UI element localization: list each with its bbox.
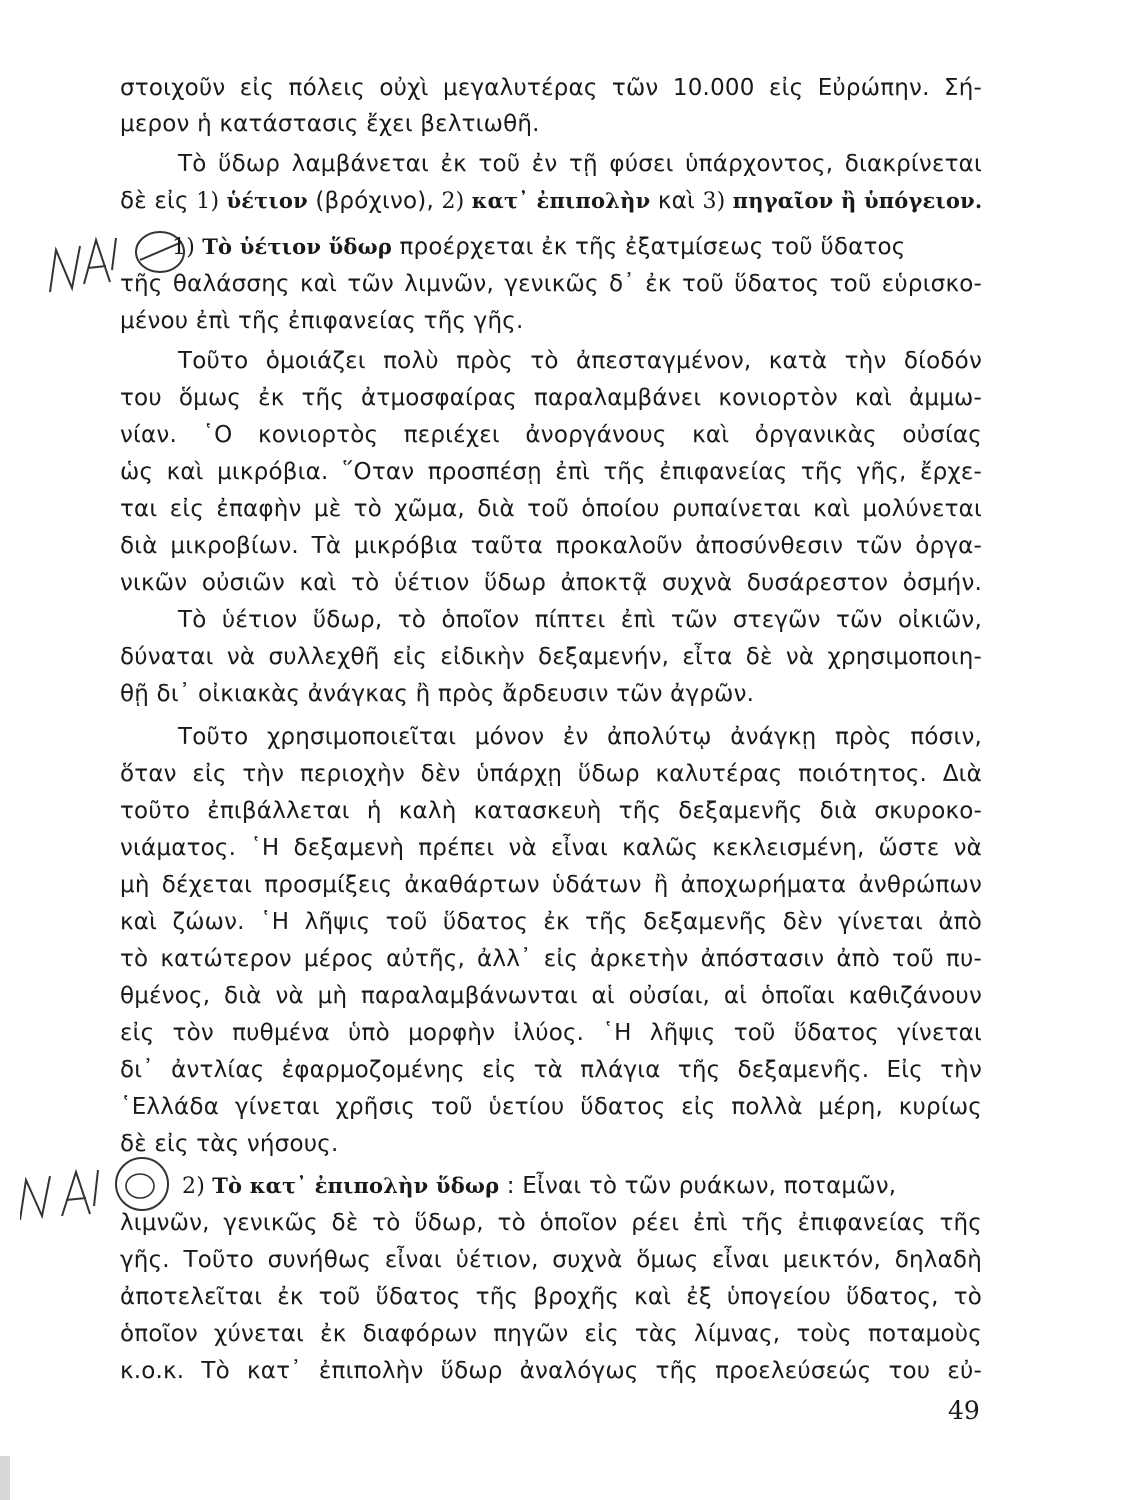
text-line: δι᾽ ἀντλίας ἐφαρμοζομένης εἰς τὰ πλάγια τῆς δεξαμενῆς. Εἰς τὴν — [120, 1057, 982, 1083]
text-line: δύναται νὰ συλλεχθῆ εἰς εἰδικὴν δεξαμενήν, εἶτα δὲ νὰ χρησιμοποιη- — [120, 644, 982, 670]
text-line: του ὅμως ἐκ τῆς ἀτμοσφαίρας παραλαμβάνει κονιορτὸν καὶ ἀμμω- — [120, 385, 982, 411]
text-line: στοιχοῦν εἰς πόλεις οὐχὶ μεγαλυτέρας τῶν 10.000 εἰς Εὐρώπην. Σή- — [120, 75, 982, 101]
text-line: μένου ἐπὶ τῆς ἐπιφανείας τῆς γῆς. — [120, 308, 524, 334]
text-line: Τὸ ὕδωρ λαμβάνεται ἐκ τοῦ ἐν τῇ φύσει ὑπάρχοντος, διακρίνεται — [178, 151, 982, 177]
text-line: Τοῦτο ὁμοιάζει πολὺ πρὸς τὸ ἀπεσταγμένον, κατὰ τὴν δίοδόν — [178, 348, 982, 374]
text-line: τοῦτο ἐπιβάλλεται ἡ καλὴ κατασκευὴ τῆς δεξαμενῆς διὰ σκυροκο- — [120, 798, 982, 824]
text-line: τὸ κατώτερον μέρος αὐτῆς, ἀλλ᾽ εἰς ἀρκετὴν ἀπόστασιν ἀπὸ τοῦ πυ- — [120, 946, 982, 972]
text-line: ται εἰς ἐπαφὴν μὲ τὸ χῶμα, διὰ τοῦ ὁποίου ρυπαίνεται καὶ μολύνεται — [120, 496, 982, 522]
page-number: 49 — [948, 1396, 980, 1425]
text-line: μερον ἡ κατάστασις ἔχει βελτιωθῆ. — [120, 111, 540, 137]
scan-edge-shadow — [0, 1456, 10, 1500]
text-line: τῆς θαλάσσης καὶ τῶν λιμνῶν, γενικῶς δ᾽ ἐκ τοῦ ὕδατος τοῦ εὑρισκο- — [120, 271, 982, 297]
text-line: νιάματος. ῾Η δεξαμενὴ πρέπει νὰ εἶναι καλῶς κεκλεισμένη, ὥστε νὰ — [120, 835, 982, 861]
text-line: καὶ ζώων. ῾Η λῆψις τοῦ ὕδατος ἐκ τῆς δεξαμενῆς δὲν γίνεται ἀπὸ — [120, 909, 982, 935]
text-line: Τὸ ὑέτιον ὕδωρ, τὸ ὁποῖον πίπτει ἐπὶ τῶν στεγῶν τῶν οἰκιῶν, — [178, 607, 982, 633]
text-line: λιμνῶν, γενικῶς δὲ τὸ ὕδωρ, τὸ ὁποῖον ρέει ἐπὶ τῆς ἐπιφανείας τῆς — [120, 1210, 982, 1236]
text-line: διὰ μικροβίων. Τὰ μικρόβια ταῦτα προκαλοῦν ἀποσύνθεσιν τῶν ὀργα- — [120, 533, 982, 559]
text-line: δὲ εἰς τὰς νήσους. — [120, 1131, 339, 1157]
text-line: εἰς τὸν πυθμένα ὑπὸ μορφὴν ἰλύος. ῾Η λῆψις τοῦ ὕδατος γίνεται — [120, 1020, 982, 1046]
text-line: ἀποτελεῖται ἐκ τοῦ ὕδατος τῆς βροχῆς καὶ ἐξ ὑπογείου ὕδατος, τὸ — [120, 1284, 982, 1310]
text-line-with-bold-terms: δὲ εἰς 1) ὑέτιον (βρόχινο), 2) κατ᾽ ἐπιπολὴν καὶ 3) πηγαῖον ἢ ὑπόγειον. — [120, 188, 983, 214]
section-heading-line: 2) Τὸ κατ᾽ ἐπιπολὴν ὕδωρ : Εἶναι τὸ τῶν ρυάκων, ποταμῶν, — [182, 1173, 897, 1199]
text-line: γῆς. Τοῦτο συνήθως εἶναι ὑέτιον, συχνὰ ὅμως εἶναι μεικτόν, δηλαδὴ — [120, 1247, 982, 1273]
text-line: μὴ δέχεται προσμίξεις ἀκαθάρτων ὑδάτων ἢ ἀποχωρήματα ἀνθρώπων — [120, 872, 982, 898]
text-line: Τοῦτο χρησιμοποιεῖται μόνον ἐν ἀπολύτῳ ἀνάγκῃ πρὸς πόσιν, — [178, 724, 982, 750]
text-line: θμένος, διὰ νὰ μὴ παραλαμβάνωνται αἱ οὐσίαι, αἱ ὁποῖαι καθιζάνουν — [120, 983, 982, 1009]
text-line: νίαν. ῾Ο κονιορτὸς περιέχει ἀνοργάνους καὶ ὀργανικὰς οὐσίας — [120, 422, 982, 448]
text-line: νικῶν οὐσιῶν καὶ τὸ ὑέτιον ὕδωρ ἀποκτᾷ συχνὰ δυσάρεστον ὀσμήν. — [120, 570, 982, 596]
text-line: ὁποῖον χύνεται ἐκ διαφόρων πηγῶν εἰς τὰς λίμνας, τοὺς ποταμοὺς — [120, 1321, 982, 1347]
text-line: θῇ δι᾽ οἰκιακὰς ἀνάγκας ἢ πρὸς ἄρδευσιν τῶν ἀγρῶν. — [120, 681, 755, 707]
text-line: ῾Ελλάδα γίνεται χρῆσις τοῦ ὑετίου ὕδατος εἰς πολλὰ μέρη, κυρίως — [120, 1094, 982, 1120]
section-heading-line: 1) Τὸ ὑέτιον ὕδωρ προέρχεται ἐκ τῆς ἐξατμίσεως τοῦ ὕδατος — [172, 234, 906, 260]
text-line: ὡς καὶ μικρόβια. ῞Οταν προσπέσῃ ἐπὶ τῆς ἐπιφανείας τῆς γῆς, ἔρχε- — [120, 459, 982, 485]
text-line: κ.ο.κ. Τὸ κατ᾽ ἐπιπολὴν ὕδωρ ἀναλόγως τῆς προελεύσεώς του εὐ- — [120, 1358, 982, 1384]
text-line: ὅταν εἰς τὴν περιοχὴν δὲν ὑπάρχῃ ὕδωρ καλυτέρας ποιότητος. Διὰ — [120, 761, 982, 787]
